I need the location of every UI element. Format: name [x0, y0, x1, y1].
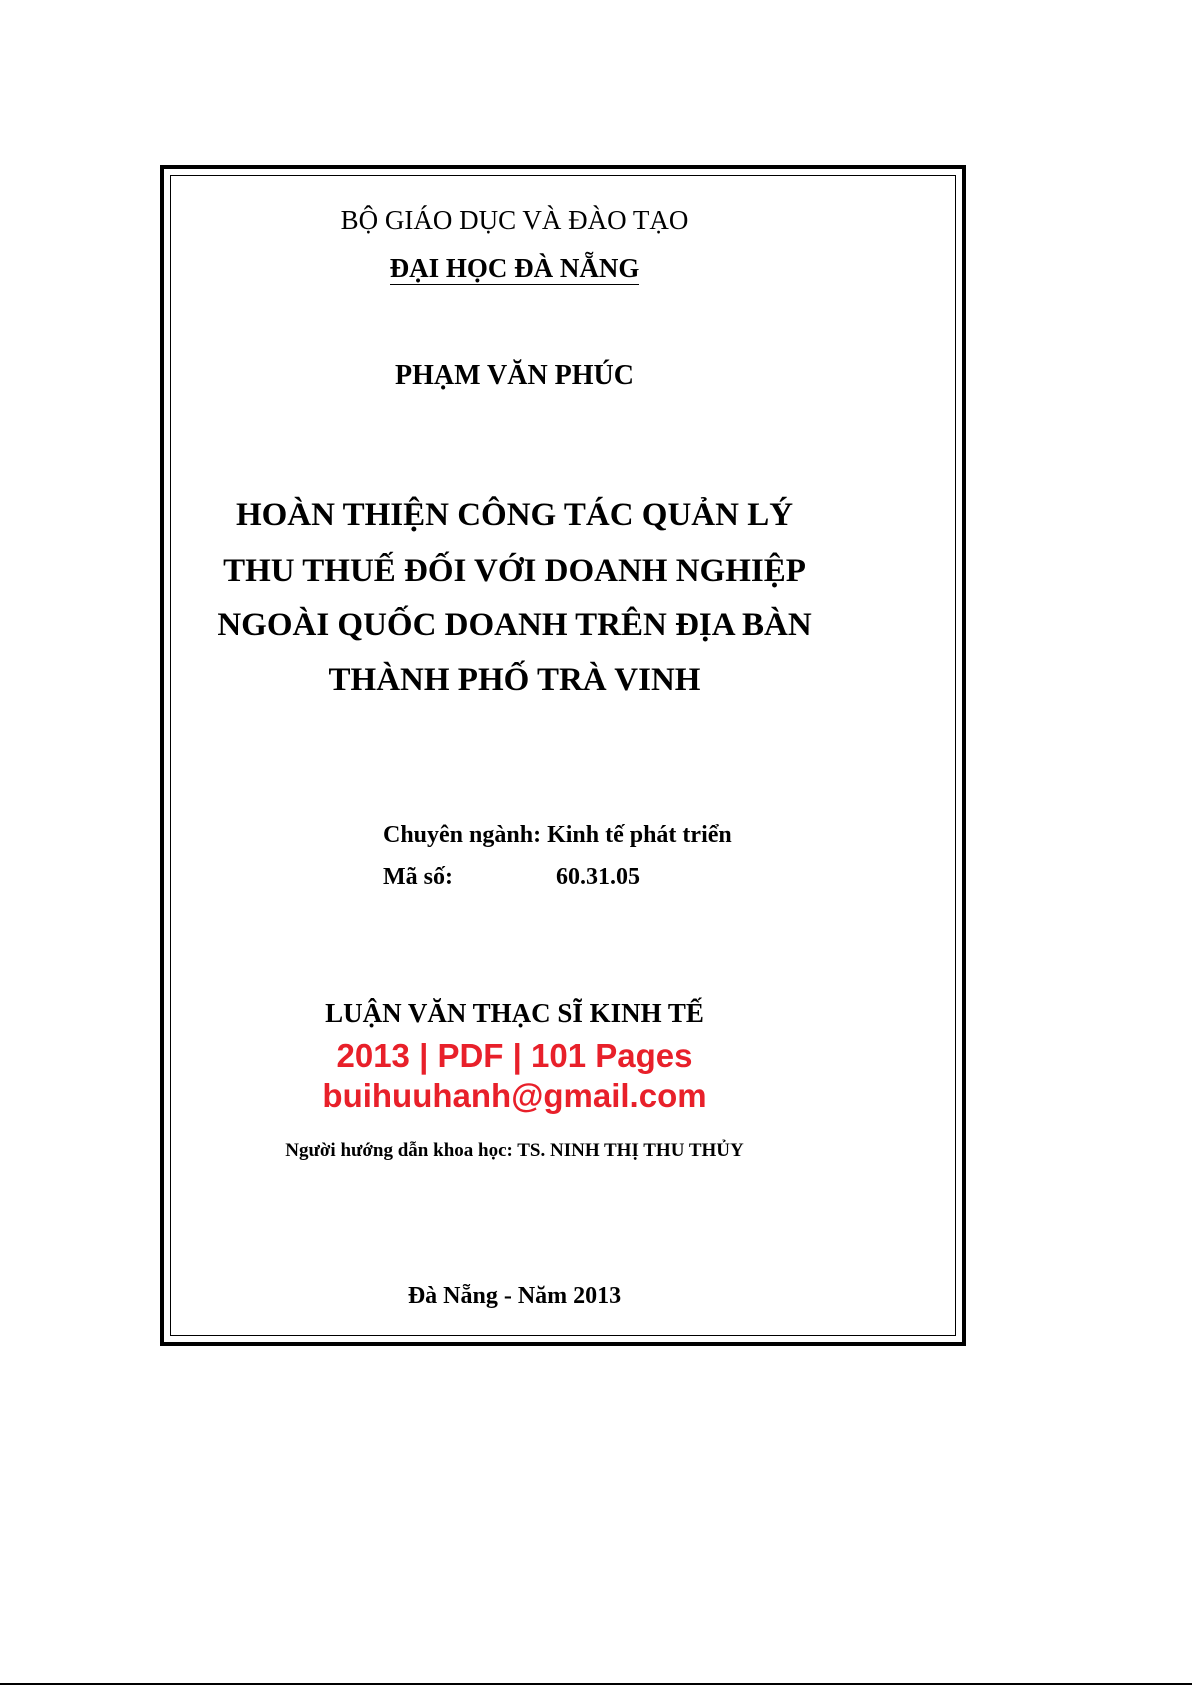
code-value: 60.31.05 — [556, 864, 640, 890]
code-label: Mã số: — [383, 864, 453, 890]
banner-email: buihuuhanh@gmail.com — [322, 1077, 707, 1114]
specialization-row — [383, 822, 732, 849]
university-heading — [0, 253, 1029, 284]
banner-pdf-info: 2013 | PDF | 101 Pages — [336, 1037, 693, 1074]
cover-border — [160, 165, 966, 1346]
thesis-title-line-4: THÀNH PHỐ TRÀ VINH — [328, 662, 701, 698]
thesis-type: LUẬN VĂN THẠC SĨ KINH TẾ — [325, 998, 704, 1028]
place-year: Đà Nẵng - Năm 2013 — [407, 1283, 622, 1309]
ministry-heading: BỘ GIÁO DỤC VÀ ĐÀO TẠO — [340, 205, 689, 235]
supervisor-line: Người hướng dẫn khoa học: TS. NINH THỊ THU THỦY — [285, 1140, 744, 1161]
author-name: PHẠM VĂN PHÚC — [394, 360, 634, 391]
specialization-label: Chuyên ngành: — [383, 822, 542, 848]
code-row — [383, 864, 640, 891]
thesis-title-line-1: HOÀN THIỆN CÔNG TÁC QUẢN LÝ — [235, 497, 794, 533]
specialization-value: Kinh tế phát triển — [547, 822, 732, 848]
university-name: ĐẠI HỌC ĐÀ NẴNG — [389, 253, 640, 283]
thesis-title-line-2: THU THUẾ ĐỐI VỚI DOANH NGHIỆP — [223, 553, 806, 589]
thesis-title-line-3: NGOÀI QUỐC DOANH TRÊN ĐỊA BÀN — [217, 607, 812, 643]
